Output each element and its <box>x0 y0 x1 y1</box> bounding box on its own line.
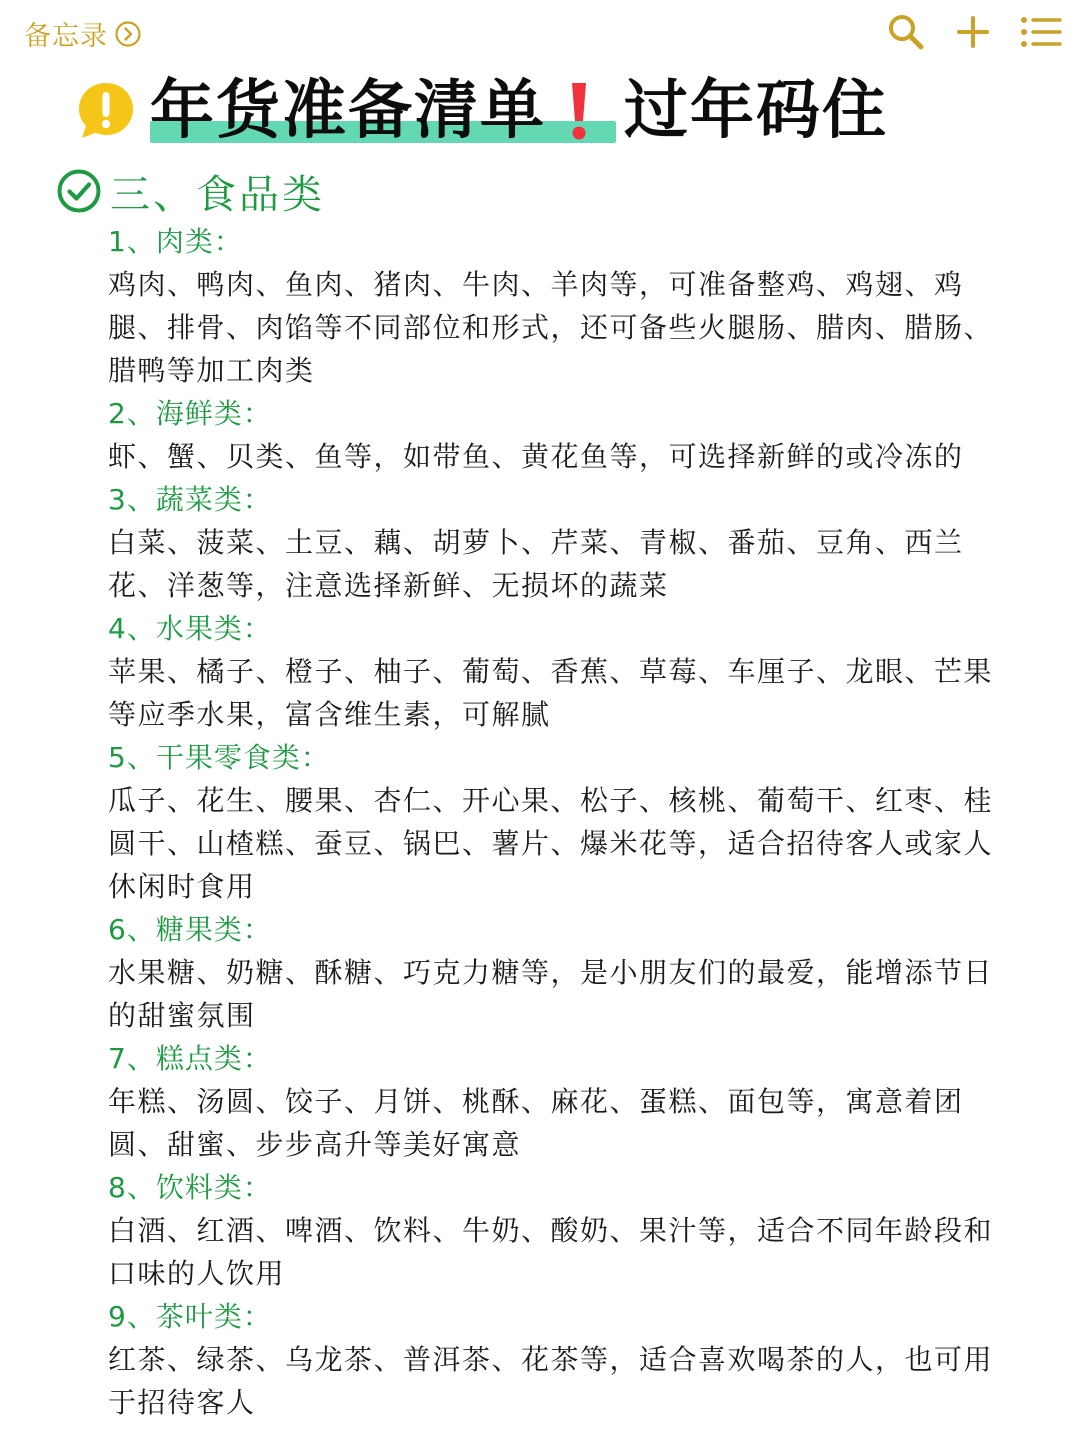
text-line: 年糕、汤圆、饺子、月饼、桃酥、麻花、蛋糕、面包等，寓意着团 <box>108 1085 964 1118</box>
category-body <box>108 1080 1028 1166</box>
title-main: 年货准备清单 <box>150 74 546 148</box>
category-tea <box>108 1295 1028 1424</box>
category-vegetables <box>108 478 1028 607</box>
category-title: 1、肉类： <box>108 225 243 258</box>
text-line: 圆、甜蜜、步步高升等美好寓意 <box>108 1128 522 1161</box>
category-pastry <box>108 1037 1028 1166</box>
text-line: 白菜、菠菜、土豆、藕、胡萝卜、芹菜、青椒、番茄、豆角、西兰 <box>108 526 964 559</box>
category-body <box>108 650 1028 736</box>
back-label: 备忘录 <box>24 21 108 52</box>
check-circle-icon <box>56 168 102 214</box>
category-body <box>108 435 1028 478</box>
text-line: 腿、排骨、肉馅等不同部位和形式，还可备些火腿肠、腊肉、腊肠、 <box>108 311 994 344</box>
category-title: 6、糖果类： <box>108 913 272 946</box>
text-line: 虾、蟹、贝类、鱼等，如带鱼、黄花鱼等，可选择新鲜的或冷冻的 <box>108 440 964 473</box>
list-icon[interactable] <box>1020 15 1062 49</box>
note-body[interactable] <box>108 220 1028 1424</box>
text-line: 休闲时食用 <box>108 870 256 903</box>
title-sub: 过年码住 <box>624 74 888 148</box>
text-line: 于招待客人 <box>108 1386 256 1419</box>
category-title: 4、水果类： <box>108 612 272 645</box>
toolbar <box>886 12 1062 52</box>
text-line: 瓜子、花生、腰果、杏仁、开心果、松子、核桃、葡萄干、红枣、桂 <box>108 784 994 817</box>
text-line: 圆干、山楂糕、蚕豆、锅巴、薯片、爆米花等，适合招待客人或家人 <box>108 827 994 860</box>
back-to-notes-button[interactable] <box>24 14 142 53</box>
category-body <box>108 521 1028 607</box>
category-snacks <box>108 736 1028 908</box>
category-title: 2、海鲜类： <box>108 397 272 430</box>
category-body <box>108 263 1028 392</box>
text-line: 口味的人饮用 <box>108 1257 286 1290</box>
category-drinks <box>108 1166 1028 1295</box>
category-title: 7、糕点类： <box>108 1042 272 1075</box>
category-fruits <box>108 607 1028 736</box>
category-title: 8、饮料类： <box>108 1171 272 1204</box>
text-line: 的甜蜜氛围 <box>108 999 256 1032</box>
category-seafood <box>108 392 1028 478</box>
top-bar <box>0 0 1080 70</box>
category-candy <box>108 908 1028 1037</box>
text-line: 腊鸭等加工肉类 <box>108 354 315 387</box>
chevron-right-circle-icon <box>114 20 142 48</box>
warning-bubble-icon <box>76 80 136 142</box>
text-line: 苹果、橘子、橙子、柚子、葡萄、香蕉、草莓、车厘子、龙眼、芒果 <box>108 655 994 688</box>
category-body <box>108 1209 1028 1295</box>
text-line: 红茶、绿茶、乌龙茶、普洱茶、花茶等，适合喜欢喝茶的人，也可用 <box>108 1343 994 1376</box>
red-exclamation-icon <box>568 80 590 142</box>
text-line: 白酒、红酒、啤酒、饮料、牛奶、酸奶、果汁等，适合不同年龄段和 <box>108 1214 994 1247</box>
category-body <box>108 1338 1028 1424</box>
text-line: 鸡肉、鸭肉、鱼肉、猪肉、牛肉、羊肉等，可准备整鸡、鸡翅、鸡 <box>108 268 964 301</box>
category-title: 9、茶叶类： <box>108 1300 272 1333</box>
text-line: 水果糖、奶糖、酥糖、巧克力糖等，是小朋友们的最爱，能增添节日 <box>108 956 994 989</box>
section-heading <box>56 164 325 218</box>
text-line: 花、洋葱等，注意选择新鲜、无损坏的蔬菜 <box>108 569 669 602</box>
category-body <box>108 951 1028 1037</box>
category-meat <box>108 220 1028 392</box>
plus-icon[interactable] <box>956 15 990 49</box>
category-title: 3、蔬菜类： <box>108 483 272 516</box>
text-line: 等应季水果，富含维生素，可解腻 <box>108 698 551 731</box>
search-icon[interactable] <box>886 12 926 52</box>
section-title: 三、食品类 <box>110 171 325 218</box>
page-title <box>76 66 888 156</box>
category-body <box>108 779 1028 908</box>
category-title: 5、干果零食类： <box>108 741 330 774</box>
